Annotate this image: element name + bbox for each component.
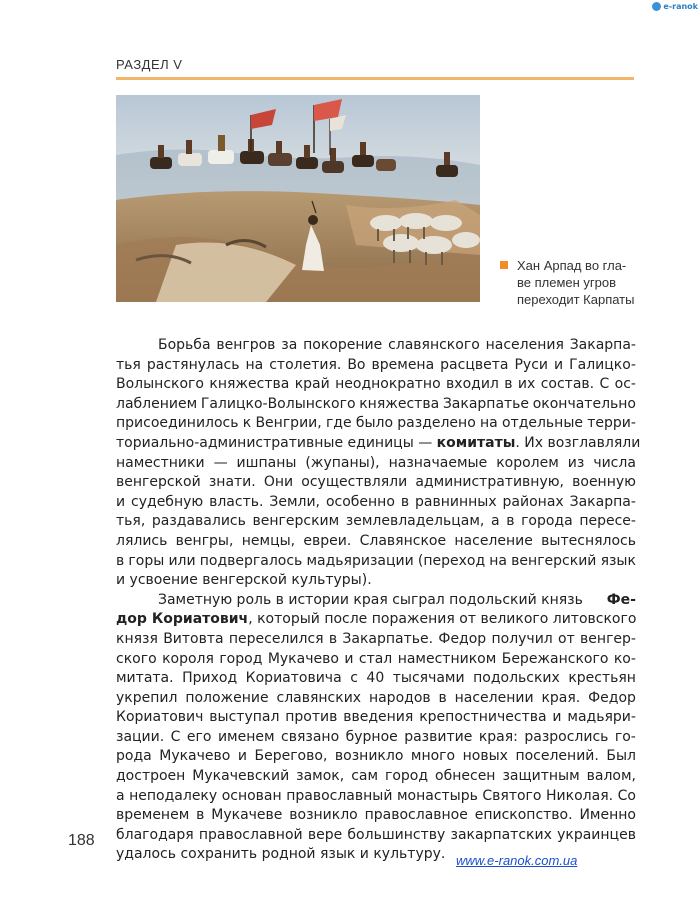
text-line: благодаря православной вере большинству закарпатских украинцев [116, 826, 636, 843]
illustration-khan-arpad [116, 95, 480, 302]
text-line: Борьба венгров за покорение славянского населения Закарпа- [158, 337, 636, 353]
text-line: венгерской знати. Они осуществляли административную, военную [116, 474, 636, 491]
text-line: ского короля город Мукачево и стал наместником Бережанского ко- [116, 650, 636, 667]
header-rule [116, 77, 634, 80]
caption-line: переходит Карпаты [517, 292, 635, 307]
text-fragment: , который после поражения от великого литовского [248, 611, 637, 628]
text-fragment: ториально-административные единицы — [116, 434, 437, 451]
caption-line: Хан Арпад во гла- [517, 258, 627, 273]
term-komitaty: комитаты [436, 434, 516, 451]
text-line: рода Мукачево и Берегово, возникло много новых поселений. Был [116, 748, 636, 765]
publisher-logo [652, 2, 698, 11]
text-line: тья растянулась на столетия. Во времена расцвета Руси и Галицко- [116, 356, 636, 373]
logo-text: e-ranok [663, 2, 698, 11]
page-number: 188 [68, 832, 95, 849]
text-line: в горы или подвергалось мадьяризации (переход на венгерский язык [116, 552, 636, 569]
caption-line: ве племен угров [517, 275, 617, 290]
section-title: РАЗДЕЛ V [116, 57, 183, 72]
text-line: лялись венгры, немцы, евреи. Славянское население вытеснялось [116, 532, 636, 549]
logo-icon [652, 2, 661, 11]
text-line: укрепил положение славянских народов в населении края. Федор [116, 689, 636, 706]
text-line: наместники — ишпаны (жупаны), назначаемые королем из числа [116, 454, 636, 471]
figure-caption [500, 257, 640, 308]
text-line [116, 591, 636, 611]
text-line: присоединилось к Венгрии, где было разделено на отдельные терри- [116, 415, 636, 432]
text-line [116, 434, 641, 454]
text-line: тья, раздавались венгерским землевладельцам, а в города пересе- [116, 513, 636, 530]
text-line: достроен Мукачевский замок, сам город обнесен защитным валом, [116, 768, 636, 785]
text-line: лаблением Галицко-Волынского княжества Закарпатье окончательно [116, 395, 636, 412]
text-line: и судебную власть. Земли, особенно в равнинных районах Закарпа- [116, 493, 636, 510]
text-line: Волынского княжества край неоднократно входил в их состав. С ос- [116, 376, 636, 393]
body-text [116, 336, 641, 865]
text-line [116, 610, 636, 630]
illustration-image [116, 95, 480, 302]
text-line: зации. С его именем связано бурное развитие края: разрослись го- [116, 728, 636, 745]
text-line: князя Витовта переселился в Закарпатье. Федор получил от венгер- [116, 630, 636, 647]
text-line: митата. Приход Кориатовича с 40 тысячами подольских крестьян [116, 670, 636, 687]
text-line: и усвоение венгерской культуры). [116, 572, 372, 589]
text-line: Кориатович выступал против введения крепостничества и мадьяри- [116, 709, 636, 726]
text-fragment: Заметную роль в истории края сыграл подольский князь [158, 591, 588, 608]
name-fedor-part1: Фе- [606, 591, 636, 608]
website-link[interactable]: www.e-ranok.com.ua [456, 853, 578, 868]
caption-bullet-icon [500, 261, 508, 269]
text-line: а неподалеку основан православный монастырь Святого Николая. Со [116, 787, 636, 804]
name-fedor-part2: дор Кориатович [116, 611, 249, 628]
text-fragment: . Их возглавляли [515, 434, 641, 451]
text-line: временем в Мукачеве возникло православное епископство. Именно [116, 807, 636, 824]
text-line: удалось сохранить родной язык и культуру. [116, 846, 446, 863]
